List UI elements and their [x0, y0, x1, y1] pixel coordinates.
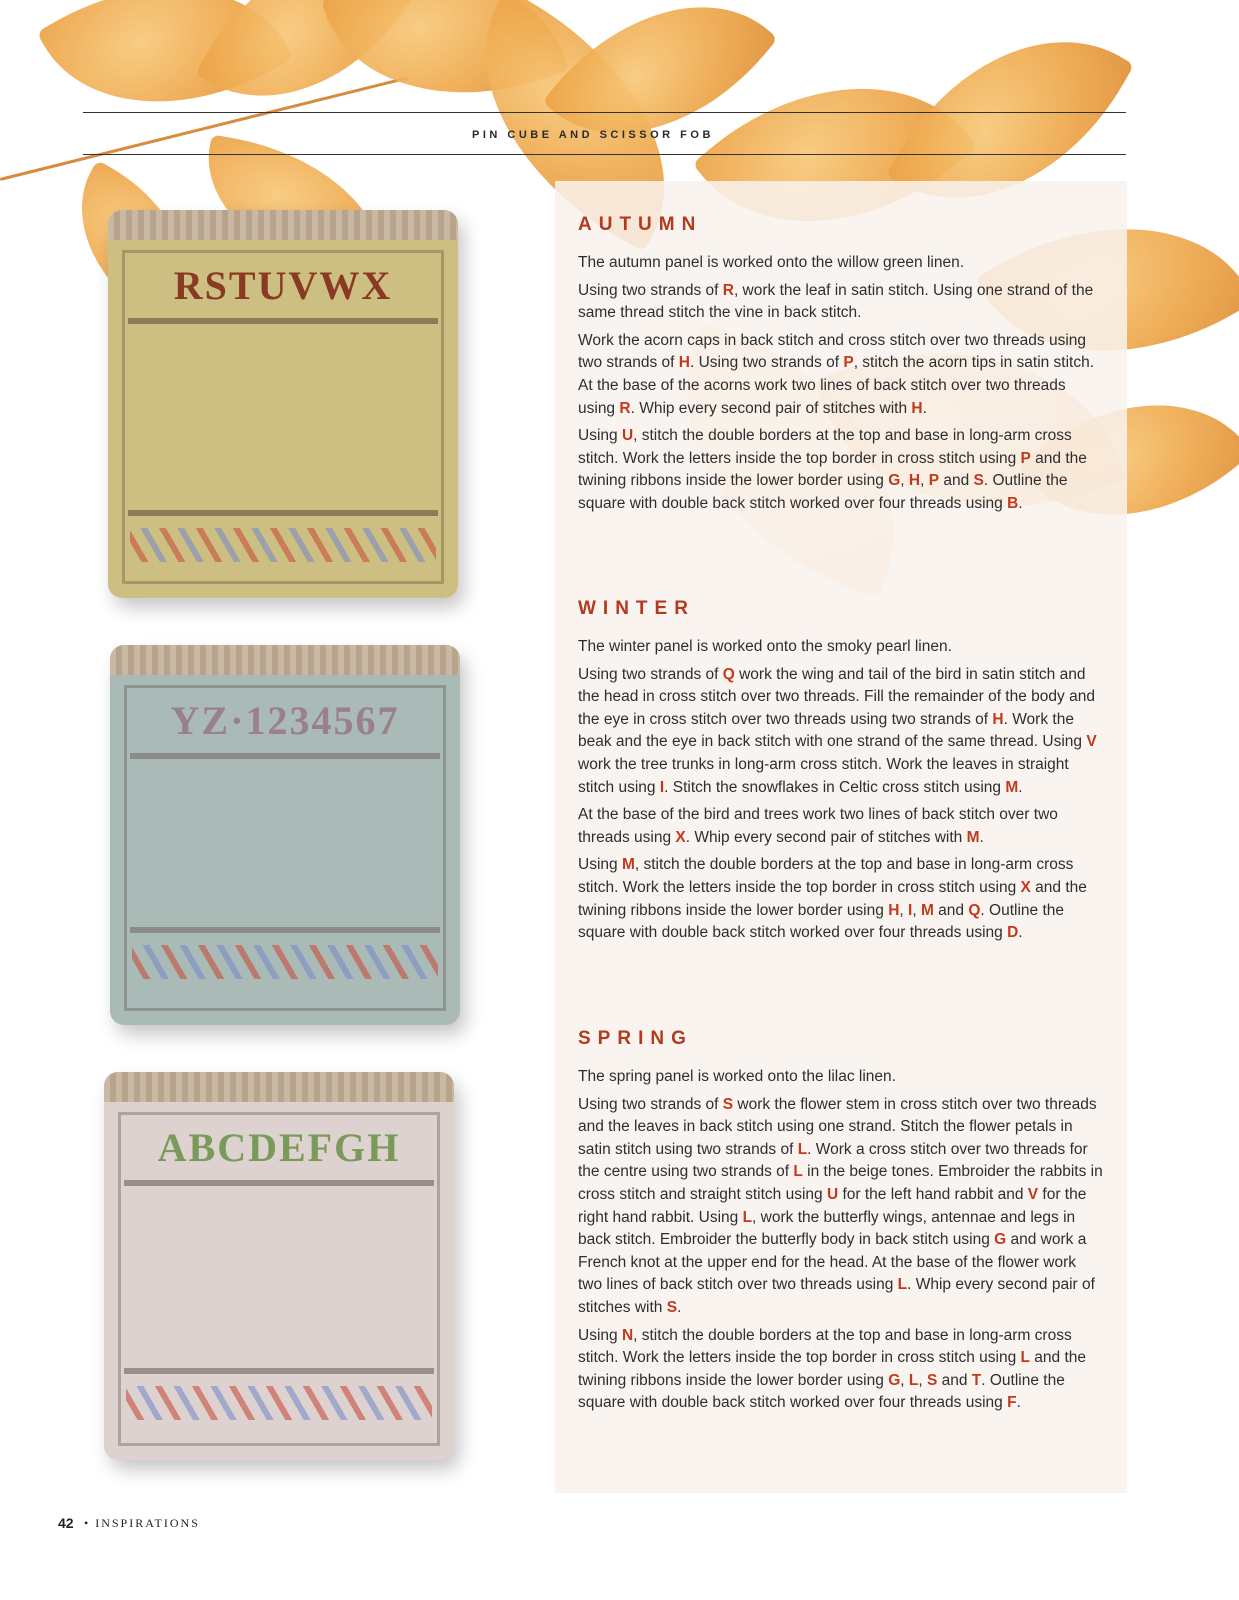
text-run: .	[979, 828, 984, 846]
text-run: Using two strands of	[578, 665, 723, 683]
thread-code: L	[908, 1371, 919, 1389]
thread-code: L	[742, 1208, 753, 1226]
cube-border-band	[124, 1180, 434, 1186]
text-run: The autumn panel is worked onto the willow green linen.	[578, 254, 965, 271]
thread-code: U	[826, 1185, 839, 1203]
thread-code: Q	[722, 665, 735, 683]
cube-ribbon	[132, 945, 438, 979]
cube-border-band	[130, 753, 440, 759]
thread-code: I	[908, 901, 913, 919]
text-run: Using	[578, 427, 622, 445]
text-run: .	[1016, 1394, 1021, 1412]
running-header: PIN CUBE AND SCISSOR FOB	[472, 129, 714, 141]
thread-code: R	[619, 399, 631, 417]
cube-letters: ABCDEFGH	[157, 1125, 401, 1170]
body-paragraph	[578, 252, 1104, 275]
text-run: , stitch the double borders at the top and base in long-arm cross stitch. Work the letters inside the top border in cross stitch using	[578, 856, 1074, 896]
text-run: and the twining ribbons inside the lower border using	[578, 878, 1087, 919]
thread-code: P	[843, 354, 854, 372]
text-run: , work the butterfly wings, antennae and legs in back stitch. Embroider the butterfly body in back stitch using	[578, 1208, 1076, 1249]
thread-code: M	[621, 856, 635, 874]
thread-code: B	[1007, 494, 1019, 512]
thread-code: D	[1007, 924, 1019, 942]
text-run: work the flower stem in cross stitch over two threads and the leaves in back stitch using one strand. Stitch the flower petals in satin stitch using two strands of	[578, 1095, 1097, 1158]
text-run: Using two strands of	[578, 281, 723, 299]
text-run: and the twining ribbons inside the lower border using	[578, 449, 1087, 490]
winter-section	[578, 598, 1104, 950]
text-run: Using	[578, 1326, 622, 1344]
section-heading: WINTER	[578, 598, 695, 619]
text-run: Work the acorn caps in back stitch and cross stitch over two threads using two strands of	[578, 331, 1087, 372]
text-run: in the beige tones. Embroider the rabbits in cross stitch and straight stitch using	[578, 1163, 1103, 1203]
footer-magazine	[84, 1516, 200, 1531]
thread-code: S	[926, 1371, 938, 1389]
text-run: work the tree trunks in long-arm cross stitch. Work the leaves in straight stitch using	[578, 755, 1069, 796]
body-paragraph	[578, 636, 1104, 659]
text-run: .	[1018, 924, 1023, 942]
thread-code: G	[888, 1371, 901, 1389]
body-paragraph	[578, 664, 1104, 800]
thread-code: M	[920, 901, 934, 919]
thread-code: H	[888, 901, 900, 919]
section-body	[578, 636, 1104, 945]
thread-code: H	[908, 472, 921, 490]
text-run: . Stitch the snowflakes in Celtic cross stitch using	[664, 778, 1006, 796]
text-run: . Outline the square with double back stitch worked over four threads using	[578, 901, 1064, 942]
footer-title: INSPIRATIONS	[95, 1516, 200, 1530]
text-run: ,	[918, 1371, 927, 1389]
cube-ribbon	[126, 1386, 432, 1420]
thread-code: L	[797, 1140, 808, 1158]
text-run: for the right hand rabbit. Using	[578, 1185, 1087, 1226]
thread-code: F	[1007, 1394, 1017, 1412]
text-run: and	[933, 901, 969, 919]
section-body	[578, 1066, 1104, 1415]
cube-letters: RSTUVWX	[173, 263, 393, 308]
text-run: and	[939, 472, 974, 490]
thread-code: H	[992, 710, 1004, 728]
thread-code: H	[678, 354, 690, 372]
thread-code: I	[659, 778, 665, 796]
thread-code: S	[722, 1095, 734, 1113]
thread-code: V	[1086, 733, 1097, 751]
body-paragraph	[578, 1325, 1104, 1415]
text-run: and work a French knot at the upper end for the head. At the base of the flower work two lines of back stitch over two threads using	[578, 1231, 1087, 1294]
spring-section	[578, 1028, 1104, 1420]
text-run: for the left hand rabbit and	[838, 1185, 1028, 1203]
text-run: . Whip every second pair of stitches with	[685, 828, 967, 846]
thread-code: P	[928, 472, 940, 490]
thread-code: H	[911, 399, 923, 417]
text-run: work the wing and tail of the bird in satin stitch and the head in cross stitch over two threads. Fill the remainder of the body and the eye in cross stitch over two threads using two strands of	[578, 665, 1095, 728]
thread-code: X	[675, 828, 686, 846]
thread-code: L	[793, 1163, 803, 1181]
header-rule-top	[83, 112, 1126, 113]
text-run: ,	[900, 1371, 909, 1389]
thread-code: M	[1005, 778, 1019, 796]
thread-code: P	[1020, 449, 1031, 467]
cube-ribbon	[130, 528, 436, 562]
spring-cube-photo	[104, 1072, 454, 1460]
text-run: .	[677, 1298, 682, 1316]
thread-code: L	[1020, 1349, 1030, 1367]
text-run: . Outline the square with double back stitch worked over four threads using	[578, 1371, 1065, 1412]
section-body	[578, 252, 1104, 516]
text-run: ,	[912, 901, 921, 919]
text-run: and	[937, 1371, 972, 1389]
thread-code: N	[621, 1326, 634, 1344]
thread-code: G	[888, 472, 901, 490]
text-run: The spring panel is worked onto the lilac linen.	[578, 1068, 896, 1085]
text-run: . Work a cross stitch over two threads for the centre using two strands of	[578, 1140, 1088, 1181]
text-run: , work the leaf in satin stitch. Using one strand of the same thread stitch the vine in back stitch.	[578, 281, 1094, 322]
text-run: . Outline the square with double back stitch worked over four threads using	[578, 472, 1068, 512]
footer-separator: •	[84, 1516, 91, 1530]
thread-code: T	[971, 1371, 982, 1389]
text-run: and the twining ribbons inside the lower border using	[578, 1349, 1087, 1389]
text-run: Using	[578, 856, 622, 874]
section-heading: AUTUMN	[578, 214, 703, 235]
body-paragraph	[578, 425, 1104, 515]
thread-code: V	[1027, 1185, 1039, 1203]
text-run: . Work the beak and the eye in back stitch with one strand of the same thread. Using	[578, 710, 1087, 751]
text-run: ,	[899, 901, 909, 919]
cube-border-band	[130, 927, 440, 933]
cube-border-band	[128, 510, 438, 516]
text-run: .	[1018, 778, 1023, 796]
winter-cube-photo	[110, 645, 460, 1025]
text-run: At the base of the bird and trees work two lines of back stitch over two threads using	[578, 806, 1058, 846]
text-run: Using two strands of	[578, 1095, 723, 1113]
text-run: .	[922, 399, 927, 417]
page-number: 42	[58, 1515, 74, 1531]
autumn-section	[578, 214, 1104, 521]
thread-code: S	[666, 1298, 678, 1316]
thread-code: X	[1020, 878, 1031, 896]
cube-top	[108, 210, 458, 240]
cube-letters: YZ·1234567	[170, 698, 400, 743]
text-run: , stitch the double borders at the top and base in long-arm cross stitch. Work the letters inside the top border in cross stitch using	[578, 427, 1072, 467]
thread-code: L	[897, 1276, 908, 1294]
cube-border-band	[124, 1368, 434, 1374]
cube-top	[104, 1072, 454, 1102]
cube-top	[110, 645, 460, 675]
thread-code: Q	[968, 901, 981, 919]
text-run: . Whip every second pair of stitches with	[578, 1276, 1095, 1316]
text-run: , stitch the double borders at the top and base in long-arm cross stitch. Work the letters inside the top border in cross stitch using	[578, 1326, 1072, 1367]
thread-code: M	[966, 828, 980, 846]
text-run: . Using two strands of	[690, 354, 844, 372]
body-paragraph	[578, 1094, 1104, 1320]
text-run: . Whip every second pair of stitches with	[630, 399, 912, 417]
thread-code: S	[973, 472, 984, 490]
body-paragraph	[578, 854, 1104, 944]
section-heading: SPRING	[578, 1028, 693, 1049]
body-paragraph	[578, 330, 1104, 420]
body-paragraph	[578, 280, 1104, 325]
text-run: ,	[900, 472, 909, 490]
thread-code: G	[994, 1231, 1007, 1249]
autumn-cube-photo	[108, 210, 458, 598]
body-paragraph	[578, 804, 1104, 849]
cube-border-band	[128, 318, 438, 324]
text-run: , stitch the acorn tips in satin stitch. At the base of the acorns work two lines of back stitch over two threads using	[578, 354, 1095, 417]
text-run: ,	[920, 472, 929, 490]
text-run: .	[1018, 494, 1023, 512]
text-run: The winter panel is worked onto the smoky pearl linen.	[578, 638, 952, 655]
thread-code: U	[621, 427, 634, 445]
thread-code: R	[722, 281, 734, 299]
header-rule-bottom	[83, 154, 1126, 155]
body-paragraph	[578, 1066, 1104, 1089]
